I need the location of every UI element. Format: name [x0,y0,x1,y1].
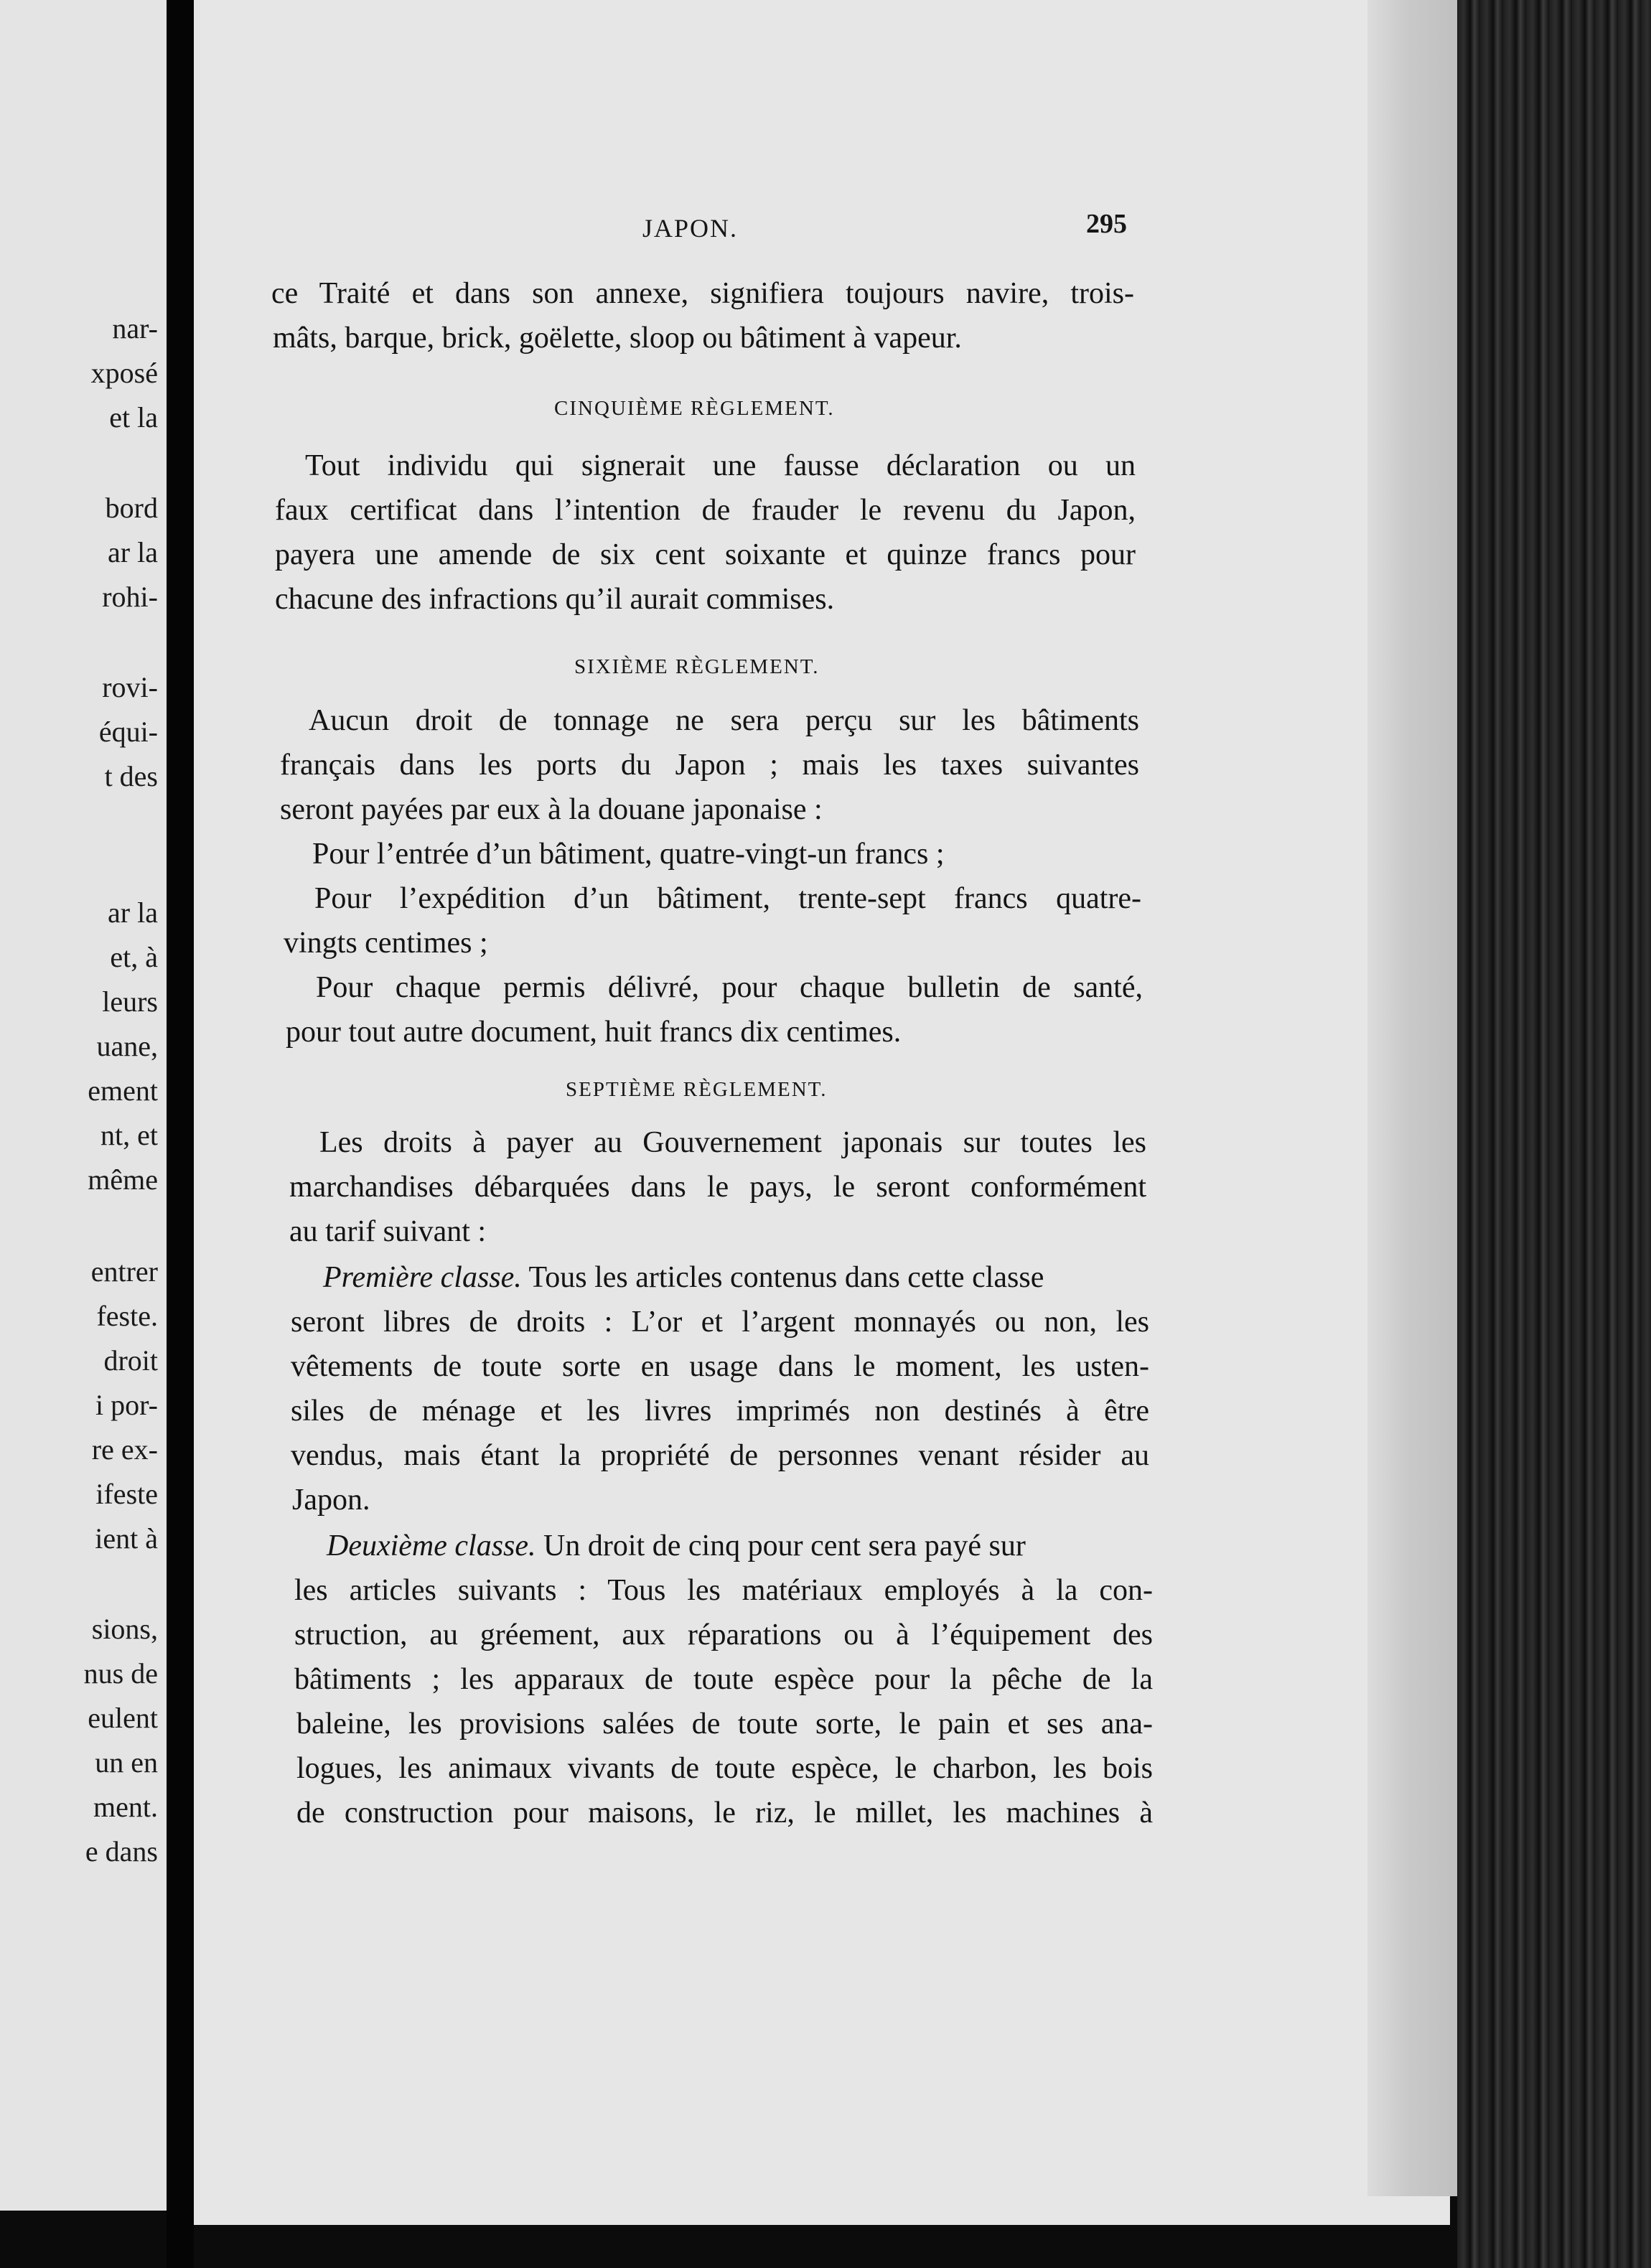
text-line: logues, les animaux vivants de toute espèce, le charbon, les bois [296,1752,1153,1785]
page-number: 295 [1086,209,1127,239]
text-line: français dans les ports du Japon ; mais les taxes suivantes [280,749,1139,782]
left-fragment-line: sions, [91,1613,158,1645]
left-fragment-line: nar- [112,312,158,345]
class-label: Première classe. [323,1261,522,1294]
left-fragment-line: un en [95,1746,158,1779]
text-line: payera une amende de six cent soixante et quinze francs pour [275,538,1136,571]
text-span: Tous les articles contenus dans cette classe [521,1261,1044,1294]
left-fragment-line: ar la [108,896,158,929]
text-line: Aucun droit de tonnage ne sera perçu sur les bâtiments [309,704,1139,737]
left-fragment-line: rohi- [102,581,158,613]
text-line: seront libres de droits : L’or et l’argent monnayés ou non, les [291,1306,1149,1339]
text-line: de construction pour maisons, le riz, le millet, les machines à [296,1796,1153,1829]
left-fragment-line: ement [88,1074,158,1107]
text-line: siles de ménage et les livres imprimés non destinés à être [291,1395,1149,1428]
text-span: Un droit de cinq pour cent sera payé sur [535,1529,1026,1562]
left-fragment-line: ient à [95,1522,158,1555]
left-fragment-line: i por- [95,1389,158,1421]
text-line: Pour l’expédition d’un bâtiment, trente-sept francs quatre- [314,882,1141,915]
left-fragment-line: t des [104,760,158,792]
bottom-shadow [194,2225,1457,2268]
left-fragment-line: rovi- [102,671,158,703]
text-line: chacune des infractions qu’il aurait commises. [275,583,835,616]
left-fragment-line: e dans [85,1835,158,1868]
book-gutter [167,0,197,2268]
left-fragment-line: même [88,1163,158,1196]
text-line: au tarif suivant : [289,1215,487,1248]
left-fragment-line: bord [105,492,158,524]
class-label: Deuxième classe. [327,1529,536,1562]
text-line: seront payées par eux à la douane japonaise : [280,793,823,826]
page-edge-shading [1367,0,1468,2196]
text-line: Japon. [292,1484,370,1517]
left-fragment-line: et, à [110,941,158,973]
text-line: les articles suivants : Tous les matériaux employés à la con- [294,1574,1153,1607]
section-heading: SIXIÈME RÈGLEMENT. [574,655,820,678]
left-fragment-line: équi- [98,716,158,748]
left-fragment-line: leurs [102,985,158,1018]
text-line: Pour chaque permis délivré, pour chaque bulletin de santé, [316,971,1143,1004]
left-fragment-line: xposé [90,357,158,389]
book-page-stack [1457,0,1651,2268]
text-line: Les droits à payer au Gouvernement japonais sur toutes les [319,1126,1146,1159]
left-fragment-line: ar la [108,536,158,568]
left-fragment-line: nus de [83,1657,158,1690]
text-line [327,1529,1026,1563]
text-line: vendus, mais étant la propriété de personnes venant résider au [291,1439,1149,1472]
left-fragment-line: entrer [90,1255,158,1288]
text-line: baleine, les provisions salées de toute sorte, le pain et ses ana- [296,1707,1153,1740]
text-line: vêtements de toute sorte en usage dans le moment, les usten- [291,1350,1149,1383]
text-line: mâts, barque, brick, goëlette, sloop ou bâtiment à vapeur. [273,322,962,355]
text-line: bâtiments ; les apparaux de toute espèce pour la pêche de la [294,1663,1153,1696]
text-line: faux certificat dans l’intention de frauder le revenu du Japon, [275,494,1136,527]
left-fragment-line: feste. [96,1300,158,1332]
text-line: struction, au gréement, aux réparations ou à l’équipement des [294,1618,1153,1651]
left-fragment-line: ment. [93,1791,158,1823]
left-fragment-line: eulent [88,1702,158,1734]
section-heading: SEPTIÈME RÈGLEMENT. [566,1078,828,1101]
left-facing-page [0,0,167,2211]
left-fragment-line: et la [109,401,158,434]
text-line [323,1260,1044,1295]
text-line: Pour l’entrée d’un bâtiment, quatre-vingt-un francs ; [312,838,945,871]
text-line: pour tout autre document, huit francs dix centimes. [286,1016,902,1049]
section-heading: CINQUIÈME RÈGLEMENT. [554,397,835,420]
text-line: vingts centimes ; [284,927,488,960]
left-fragment-line: ifeste [95,1478,158,1510]
left-fragment-line: nt, et [100,1119,158,1151]
left-fragment-line: re ex- [91,1433,158,1466]
text-line: Tout individu qui signerait une fausse déclaration ou un [305,449,1136,482]
left-fragment-line: uane, [96,1030,158,1062]
text-line: ce Traité et dans son annexe, signifiera toujours navire, trois- [271,277,1134,310]
left-fragment-line: droit [103,1344,158,1377]
text-line: marchandises débarquées dans le pays, le seront conformément [289,1171,1146,1204]
running-head: JAPON. [642,214,739,243]
